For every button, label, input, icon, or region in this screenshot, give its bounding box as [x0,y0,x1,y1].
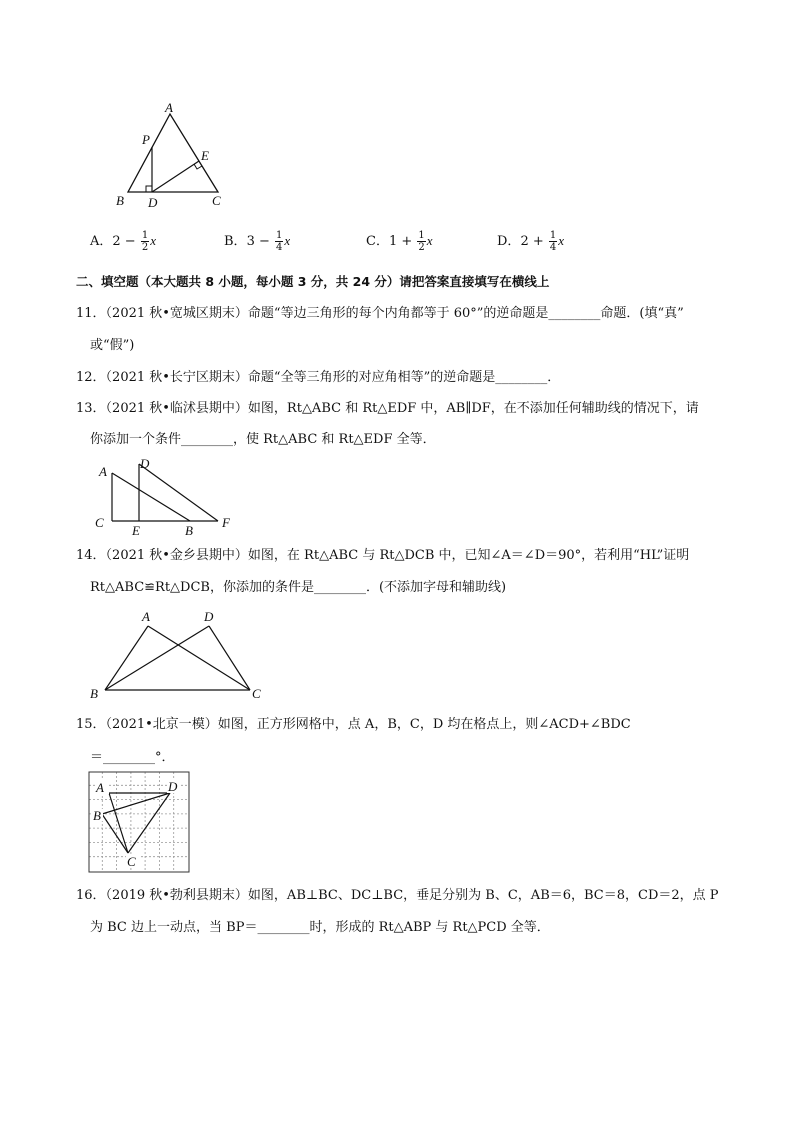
label-c: C [127,854,136,869]
question-16-line2: 为 BC 边上一动点，当 BP＝________时，形成的 Rt△ABP 与 Rt△PCD 全等． [90,920,550,935]
option-b: B．3 − $\frac{1}{4}$ x [224,230,291,253]
label-d: D [204,609,214,624]
figure-q14 [85,606,270,702]
question-14-line2: Rt△ABC≌Rt△DCB，你添加的条件是________．(不添加字母和辅助线) [90,580,507,595]
question-14-line1: 14．（2021 秋•金乡县期中）如图，在 Rt△ABC 与 Rt△DCB 中，已知∠A＝∠D＝90°，若利用“HL”证明 [76,548,690,563]
segment-ba [105,626,148,690]
label-e: E [132,523,140,536]
label-a: A [165,100,173,115]
label-p: P [142,132,150,147]
question-12-line1: 12．（2021 秋•长宁区期末）命题“全等三角形的对应角相等”的逆命题是________． [76,370,561,385]
label-d: D [168,779,178,794]
figure-q13 [90,456,240,536]
label-a: A [96,780,104,795]
label-c: C [212,193,221,208]
segment-bc [102,814,128,853]
segment-ac [148,626,250,690]
question-13-line1: 13．（2021 秋•临沭县期中）如图，Rt△ABC 和 Rt△EDF 中，AB∥DF，在不添加任何辅助线的情况下，请 [76,401,699,416]
label-d: D [140,456,150,471]
label-b: B [90,686,98,701]
option-c: C．1 + $\frac{1}{2}$ x [366,230,433,253]
question-11-line2: 或“假”) [90,338,135,353]
label-f: F [222,515,230,530]
question-15-line2: ＝________°． [90,750,175,765]
question-11-line1: 11．（2021 秋•宽城区期末）命题“等边三角形的每个内角都等于 60°”的逆命题是________命题．(填“真” [76,306,684,321]
label-b: B [116,193,124,208]
segment-de [152,161,199,192]
option-d: D．2 + $\frac{1}{4}$ x [497,230,565,253]
figure-q10 [110,100,235,210]
segment-cd [128,793,170,853]
segment-ac [109,793,128,853]
label-d: D [148,195,158,210]
label-b: B [93,808,101,823]
figure-q15-grid [88,771,192,875]
option-a: A．2 − $\frac{1}{2}$ x [90,230,156,253]
label-c: C [252,686,261,701]
right-angle-mark-d [146,186,152,192]
label-c: C [95,515,104,530]
question-16-line1: 16．（2019 秋•勃利县期末）如图，AB⊥BC、DC⊥BC，垂足分别为 B、C，AB＝6，BC＝8，CD＝2，点 P [76,888,719,903]
segment-df [139,464,218,521]
label-e: E [201,148,209,163]
section-title-fill-in: 二、填空题（本大题共 8 小题，每小题 3 分，共 24 分）请把答案直接填写在横线上 [76,274,550,289]
label-a: A [142,609,150,624]
question-13-line2: 你添加一个条件________，使 Rt△ABC 和 Rt△EDF 全等． [90,432,436,447]
question-15-line1: 15．（2021•北京一模）如图，正方形网格中，点 A，B，C，D 均在格点上，则∠ACD+∠BDC [76,717,631,732]
label-a: A [99,464,107,479]
label-b: B [185,523,193,536]
segment-dc [209,626,250,690]
segment-bd [105,626,209,690]
segment-ab [112,473,190,521]
